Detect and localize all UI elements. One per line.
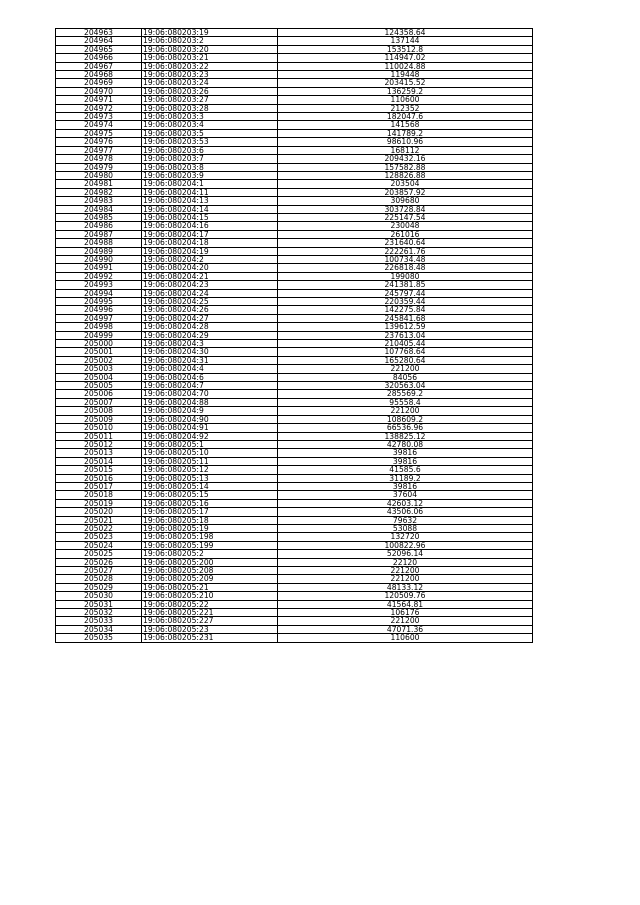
row-number-cell: 204983 [56,197,142,205]
value-cell: 42780.08 [278,440,533,448]
value-cell: 132720 [278,533,533,541]
value-cell: 39816 [278,482,533,490]
row-number-cell: 205023 [56,533,142,541]
row-number-cell: 204998 [56,323,142,331]
table-row [56,281,533,289]
row-number-cell: 205015 [56,466,142,474]
value-cell: 221200 [278,365,533,373]
cadastral-number-cell: 19:06:080205:227 [142,617,278,625]
value-cell: 212352 [278,104,533,112]
cadastral-number-cell: 19:06:080203:9 [142,171,278,179]
table-row [56,382,533,390]
table-body [56,29,533,643]
cadastral-number-cell: 19:06:080204:24 [142,289,278,297]
cadastral-number-cell: 19:06:080205:1 [142,440,278,448]
row-number-cell: 204994 [56,289,142,297]
row-number-cell: 205021 [56,516,142,524]
table-row [56,583,533,591]
table-row [56,298,533,306]
cadastral-number-cell: 19:06:080205:231 [142,634,278,642]
cadastral-number-cell: 19:06:080203:21 [142,54,278,62]
table-row [56,188,533,196]
value-cell: 120509.76 [278,592,533,600]
row-number-cell: 205000 [56,340,142,348]
table-row [56,138,533,146]
table-row [56,306,533,314]
row-number-cell: 205020 [56,508,142,516]
cadastral-number-cell: 19:06:080204:14 [142,205,278,213]
value-cell: 98610.96 [278,138,533,146]
data-table [55,28,533,643]
table-row [56,567,533,575]
value-cell: 221200 [278,407,533,415]
row-number-cell: 204964 [56,37,142,45]
value-cell: 48133.12 [278,583,533,591]
table-row [56,474,533,482]
table-row [56,54,533,62]
cadastral-number-cell: 19:06:080204:7 [142,382,278,390]
row-number-cell: 205031 [56,600,142,608]
table-row [56,314,533,322]
table-row [56,356,533,364]
row-number-cell: 205018 [56,491,142,499]
row-number-cell: 204987 [56,230,142,238]
cadastral-number-cell: 19:06:080204:26 [142,306,278,314]
table-row [56,592,533,600]
table-row [56,550,533,558]
value-cell: 66536.96 [278,424,533,432]
cadastral-number-cell: 19:06:080203:5 [142,129,278,137]
value-cell: 52096.14 [278,550,533,558]
value-cell: 119448 [278,71,533,79]
table-row [56,29,533,37]
table-row [56,491,533,499]
cadastral-number-cell: 19:06:080204:15 [142,213,278,221]
row-number-cell: 205007 [56,398,142,406]
value-cell: 138825.12 [278,432,533,440]
table-row [56,71,533,79]
table-row [56,575,533,583]
table-row [56,558,533,566]
value-cell: 153512.8 [278,45,533,53]
value-cell: 47071.36 [278,625,533,633]
cadastral-number-cell: 19:06:080204:29 [142,331,278,339]
cadastral-number-cell: 19:06:080205:15 [142,491,278,499]
table-row [56,390,533,398]
value-cell: 203415.52 [278,79,533,87]
row-number-cell: 204965 [56,45,142,53]
value-cell: 114947.02 [278,54,533,62]
cadastral-number-cell: 19:06:080203:22 [142,62,278,70]
table-row [56,205,533,213]
cadastral-number-cell: 19:06:080204:30 [142,348,278,356]
table-row [56,466,533,474]
cadastral-number-cell: 19:06:080204:28 [142,323,278,331]
table-row [56,222,533,230]
row-number-cell: 204997 [56,314,142,322]
value-cell: 137144 [278,37,533,45]
row-number-cell: 204967 [56,62,142,70]
value-cell: 221200 [278,575,533,583]
table-row [56,432,533,440]
value-cell: 41564.81 [278,600,533,608]
cadastral-number-cell: 19:06:080203:28 [142,104,278,112]
cadastral-number-cell: 19:06:080204:11 [142,188,278,196]
table-row [56,180,533,188]
row-number-cell: 204991 [56,264,142,272]
cadastral-number-cell: 19:06:080205:2 [142,550,278,558]
row-number-cell: 205032 [56,609,142,617]
cadastral-number-cell: 19:06:080204:16 [142,222,278,230]
table-row [56,121,533,129]
value-cell: 106176 [278,609,533,617]
cadastral-number-cell: 19:06:080203:23 [142,71,278,79]
value-cell: 31189.2 [278,474,533,482]
cadastral-number-cell: 19:06:080203:53 [142,138,278,146]
value-cell: 22120 [278,558,533,566]
cadastral-number-cell: 19:06:080203:27 [142,96,278,104]
cadastral-number-cell: 19:06:080204:1 [142,180,278,188]
table-row [56,146,533,154]
value-cell: 100822.96 [278,541,533,549]
value-cell: 141568 [278,121,533,129]
value-cell: 110600 [278,634,533,642]
value-cell: 142275.84 [278,306,533,314]
row-number-cell: 205022 [56,524,142,532]
value-cell: 165280.64 [278,356,533,364]
row-number-cell: 204970 [56,87,142,95]
row-number-cell: 204992 [56,272,142,280]
table-row [56,163,533,171]
table-row [56,457,533,465]
row-number-cell: 205013 [56,449,142,457]
row-number-cell: 204990 [56,255,142,263]
row-number-cell: 204984 [56,205,142,213]
table-row [56,340,533,348]
row-number-cell: 204976 [56,138,142,146]
row-number-cell: 204985 [56,213,142,221]
cadastral-number-cell: 19:06:080205:210 [142,592,278,600]
table-row [56,155,533,163]
cadastral-number-cell: 19:06:080203:6 [142,146,278,154]
row-number-cell: 204963 [56,29,142,37]
table-row [56,79,533,87]
value-cell: 203504 [278,180,533,188]
table-row [56,533,533,541]
table-row [56,482,533,490]
row-number-cell: 205027 [56,567,142,575]
value-cell: 220359.44 [278,298,533,306]
cadastral-number-cell: 19:06:080204:2 [142,255,278,263]
cadastral-number-cell: 19:06:080205:21 [142,583,278,591]
value-cell: 231640.64 [278,239,533,247]
value-cell: 261016 [278,230,533,238]
table-row [56,524,533,532]
cadastral-number-cell: 19:06:080204:25 [142,298,278,306]
table-row [56,113,533,121]
row-number-cell: 205025 [56,550,142,558]
cadastral-number-cell: 19:06:080204:4 [142,365,278,373]
row-number-cell: 205028 [56,575,142,583]
row-number-cell: 204986 [56,222,142,230]
row-number-cell: 205033 [56,617,142,625]
cadastral-number-cell: 19:06:080204:91 [142,424,278,432]
row-number-cell: 204968 [56,71,142,79]
table-row [56,96,533,104]
cadastral-number-cell: 19:06:080205:16 [142,499,278,507]
cadastral-number-cell: 19:06:080203:7 [142,155,278,163]
cadastral-number-cell: 19:06:080203:8 [142,163,278,171]
table-row [56,247,533,255]
table-row [56,104,533,112]
table-row [56,449,533,457]
cadastral-number-cell: 19:06:080204:31 [142,356,278,364]
row-number-cell: 205035 [56,634,142,642]
value-cell: 203857.92 [278,188,533,196]
row-number-cell: 204971 [56,96,142,104]
value-cell: 303728.84 [278,205,533,213]
value-cell: 225147.54 [278,213,533,221]
cadastral-number-cell: 19:06:080203:2 [142,37,278,45]
cadastral-number-cell: 19:06:080205:209 [142,575,278,583]
table-row [56,87,533,95]
value-cell: 39816 [278,457,533,465]
value-cell: 110600 [278,96,533,104]
cadastral-number-cell: 19:06:080205:19 [142,524,278,532]
row-number-cell: 204999 [56,331,142,339]
cadastral-number-cell: 19:06:080204:27 [142,314,278,322]
value-cell: 157582.88 [278,163,533,171]
row-number-cell: 204977 [56,146,142,154]
row-number-cell: 204989 [56,247,142,255]
row-number-cell: 205003 [56,365,142,373]
cadastral-number-cell: 19:06:080203:4 [142,121,278,129]
row-number-cell: 205011 [56,432,142,440]
table-row [56,37,533,45]
table-row [56,365,533,373]
table-row [56,499,533,507]
value-cell: 128826.88 [278,171,533,179]
table-row [56,373,533,381]
value-cell: 309680 [278,197,533,205]
row-number-cell: 205024 [56,541,142,549]
value-cell: 226818.48 [278,264,533,272]
value-cell: 41585.6 [278,466,533,474]
row-number-cell: 204975 [56,129,142,137]
table-row [56,609,533,617]
row-number-cell: 204979 [56,163,142,171]
row-number-cell: 205019 [56,499,142,507]
value-cell: 245841.68 [278,314,533,322]
row-number-cell: 205014 [56,457,142,465]
table-row [56,541,533,549]
value-cell: 199080 [278,272,533,280]
row-number-cell: 204981 [56,180,142,188]
table-row [56,62,533,70]
value-cell: 245797.44 [278,289,533,297]
cadastral-number-cell: 19:06:080205:13 [142,474,278,482]
row-number-cell: 204996 [56,306,142,314]
row-number-cell: 204966 [56,54,142,62]
row-number-cell: 205026 [56,558,142,566]
row-number-cell: 205005 [56,382,142,390]
cadastral-number-cell: 19:06:080204:3 [142,340,278,348]
cadastral-number-cell: 19:06:080204:9 [142,407,278,415]
table-row [56,323,533,331]
cadastral-number-cell: 19:06:080205:22 [142,600,278,608]
cadastral-number-cell: 19:06:080203:26 [142,87,278,95]
row-number-cell: 205012 [56,440,142,448]
table-row [56,516,533,524]
cadastral-number-cell: 19:06:080205:200 [142,558,278,566]
value-cell: 241381.85 [278,281,533,289]
row-number-cell: 205004 [56,373,142,381]
value-cell: 39816 [278,449,533,457]
table-row [56,415,533,423]
row-number-cell: 204993 [56,281,142,289]
cadastral-number-cell: 19:06:080205:14 [142,482,278,490]
table-row [56,617,533,625]
cadastral-number-cell: 19:06:080204:92 [142,432,278,440]
value-cell: 139612.59 [278,323,533,331]
cadastral-number-cell: 19:06:080205:198 [142,533,278,541]
table-row [56,239,533,247]
value-cell: 182047.6 [278,113,533,121]
cadastral-number-cell: 19:06:080205:10 [142,449,278,457]
cadastral-number-cell: 19:06:080204:19 [142,247,278,255]
value-cell: 237613.04 [278,331,533,339]
value-cell: 95558.4 [278,398,533,406]
cadastral-number-cell: 19:06:080205:11 [142,457,278,465]
table-row [56,289,533,297]
table-row [56,348,533,356]
cadastral-number-cell: 19:06:080205:17 [142,508,278,516]
table-row [56,272,533,280]
table-row [56,440,533,448]
value-cell: 37604 [278,491,533,499]
value-cell: 285569.2 [278,390,533,398]
table-row [56,600,533,608]
table-row [56,398,533,406]
value-cell: 42603.12 [278,499,533,507]
table-row [56,213,533,221]
cadastral-number-cell: 19:06:080204:23 [142,281,278,289]
cadastral-number-cell: 19:06:080203:3 [142,113,278,121]
cadastral-number-cell: 19:06:080204:6 [142,373,278,381]
table-row [56,424,533,432]
row-number-cell: 205030 [56,592,142,600]
row-number-cell: 204982 [56,188,142,196]
cadastral-number-cell: 19:06:080204:90 [142,415,278,423]
value-cell: 107768.64 [278,348,533,356]
value-cell: 84056 [278,373,533,381]
value-cell: 100734.48 [278,255,533,263]
row-number-cell: 204980 [56,171,142,179]
table-row [56,197,533,205]
cadastral-number-cell: 19:06:080204:17 [142,230,278,238]
cadastral-number-cell: 19:06:080203:20 [142,45,278,53]
value-cell: 230048 [278,222,533,230]
table-row [56,508,533,516]
row-number-cell: 205008 [56,407,142,415]
row-number-cell: 204988 [56,239,142,247]
table-row [56,331,533,339]
cadastral-number-cell: 19:06:080205:23 [142,625,278,633]
table-row [56,625,533,633]
row-number-cell: 205002 [56,356,142,364]
table-row [56,45,533,53]
cadastral-number-cell: 19:06:080204:21 [142,272,278,280]
table-row [56,264,533,272]
value-cell: 53088 [278,524,533,532]
cadastral-number-cell: 19:06:080204:70 [142,390,278,398]
table-row [56,407,533,415]
cadastral-number-cell: 19:06:080205:221 [142,609,278,617]
row-number-cell: 205001 [56,348,142,356]
cadastral-number-cell: 19:06:080205:12 [142,466,278,474]
value-cell: 221200 [278,567,533,575]
value-cell: 209432.16 [278,155,533,163]
cadastral-number-cell: 19:06:080204:13 [142,197,278,205]
row-number-cell: 204972 [56,104,142,112]
row-number-cell: 205016 [56,474,142,482]
cadastral-number-cell: 19:06:080204:18 [142,239,278,247]
row-number-cell: 205017 [56,482,142,490]
table-row [56,230,533,238]
value-cell: 320563.04 [278,382,533,390]
table-row [56,129,533,137]
table-row [56,255,533,263]
cadastral-number-cell: 19:06:080203:24 [142,79,278,87]
table-row [56,634,533,642]
cadastral-number-cell: 19:06:080203:19 [142,29,278,37]
row-number-cell: 204978 [56,155,142,163]
value-cell: 43506.06 [278,508,533,516]
value-cell: 168112 [278,146,533,154]
row-number-cell: 204974 [56,121,142,129]
cadastral-number-cell: 19:06:080205:199 [142,541,278,549]
row-number-cell: 205034 [56,625,142,633]
value-cell: 124358.64 [278,29,533,37]
value-cell: 222261.76 [278,247,533,255]
row-number-cell: 205009 [56,415,142,423]
cadastral-number-cell: 19:06:080204:20 [142,264,278,272]
row-number-cell: 204969 [56,79,142,87]
value-cell: 79632 [278,516,533,524]
cadastral-number-cell: 19:06:080205:208 [142,567,278,575]
table-row [56,171,533,179]
value-cell: 136259.2 [278,87,533,95]
cadastral-number-cell: 19:06:080204:88 [142,398,278,406]
row-number-cell: 204995 [56,298,142,306]
value-cell: 141789.2 [278,129,533,137]
value-cell: 210405.44 [278,340,533,348]
row-number-cell: 205006 [56,390,142,398]
value-cell: 221200 [278,617,533,625]
row-number-cell: 204973 [56,113,142,121]
value-cell: 110024.88 [278,62,533,70]
cadastral-number-cell: 19:06:080205:18 [142,516,278,524]
row-number-cell: 205010 [56,424,142,432]
value-cell: 108609.2 [278,415,533,423]
row-number-cell: 205029 [56,583,142,591]
